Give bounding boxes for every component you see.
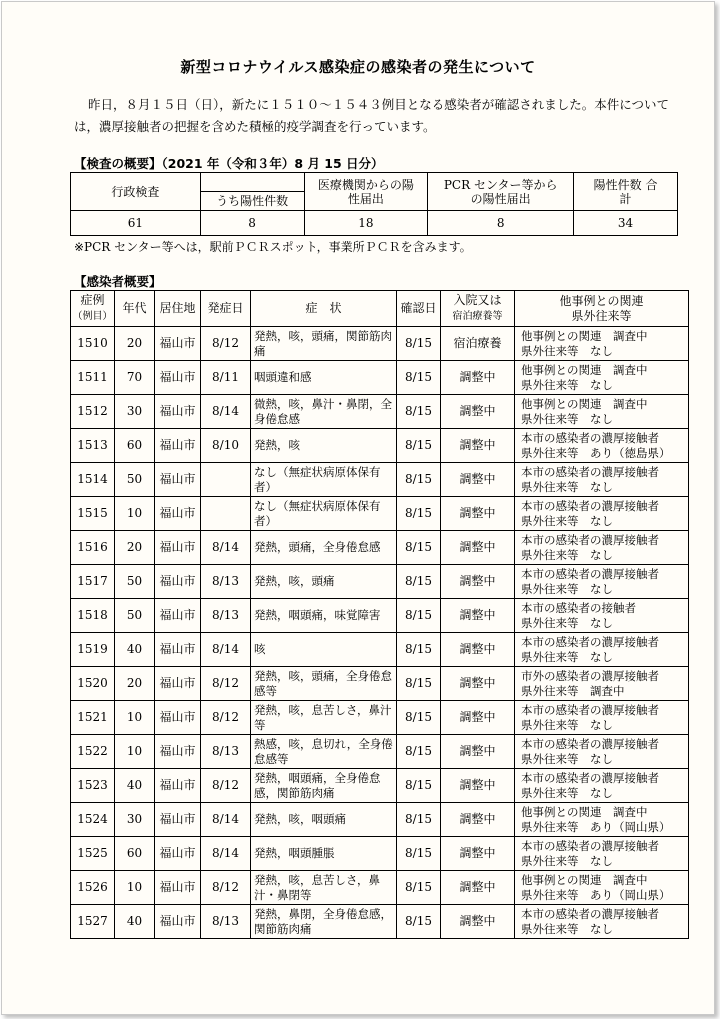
table-row bbox=[71, 429, 689, 463]
case-relation-link: 本市の感染者の濃厚接触者 bbox=[521, 532, 659, 547]
case-admission: 調整中 bbox=[441, 565, 515, 599]
case-relation-link: 本市の感染者の濃厚接触者 bbox=[521, 906, 659, 921]
case-confirmed: 8/15 bbox=[397, 429, 441, 463]
case-number: 1518 bbox=[71, 599, 115, 633]
case-symptoms: なし（無症状病原体保有者） bbox=[251, 497, 397, 531]
case-admission: 調整中 bbox=[441, 531, 515, 565]
case-residence: 福山市 bbox=[155, 463, 201, 497]
case-relation-travel: 県外往来等 なし bbox=[521, 343, 613, 358]
case-onset: 8/13 bbox=[201, 565, 251, 599]
case-symptoms: 咳 bbox=[251, 633, 397, 667]
case-relation bbox=[515, 837, 689, 871]
case-age: 10 bbox=[115, 497, 155, 531]
case-admission: 調整中 bbox=[441, 463, 515, 497]
table-row bbox=[71, 769, 689, 803]
case-age: 50 bbox=[115, 565, 155, 599]
summary-note: ※PCR センター等へは，駅前ＰＣＲスポット，事業所ＰＣＲを含みます。 bbox=[74, 240, 472, 254]
case-relation bbox=[515, 463, 689, 497]
case-number: 1511 bbox=[71, 361, 115, 395]
case-relation-link: 本市の感染者の接触者 bbox=[521, 600, 636, 615]
case-relation-link: 他事例との関連 調査中 bbox=[521, 872, 648, 887]
case-number: 1524 bbox=[71, 803, 115, 837]
case-number: 1512 bbox=[71, 395, 115, 429]
table-row bbox=[71, 565, 689, 599]
case-relation-link: 他事例との関連 調査中 bbox=[521, 804, 648, 819]
case-onset: 8/12 bbox=[201, 769, 251, 803]
case-onset bbox=[201, 463, 251, 497]
case-age: 20 bbox=[115, 531, 155, 565]
table-row bbox=[71, 667, 689, 701]
case-confirmed: 8/15 bbox=[397, 531, 441, 565]
case-residence: 福山市 bbox=[155, 497, 201, 531]
case-relation-link: 本市の感染者の濃厚接触者 bbox=[521, 736, 659, 751]
case-age: 70 bbox=[115, 361, 155, 395]
table-row bbox=[71, 599, 689, 633]
case-relation-travel: 県外往来等 なし bbox=[521, 615, 613, 630]
case-age: 40 bbox=[115, 905, 155, 939]
case-relation-travel: 県外往来等 なし bbox=[521, 513, 613, 528]
case-onset: 8/13 bbox=[201, 905, 251, 939]
case-residence: 福山市 bbox=[155, 429, 201, 463]
case-admission: 宿泊療養 bbox=[441, 327, 515, 361]
case-relation-travel: 県外往来等 なし bbox=[521, 853, 613, 868]
case-symptoms: 発熱，頭痛，全身倦怠感 bbox=[251, 531, 397, 565]
case-number: 1526 bbox=[71, 871, 115, 905]
case-onset: 8/13 bbox=[201, 735, 251, 769]
case-relation bbox=[515, 735, 689, 769]
case-residence: 福山市 bbox=[155, 837, 201, 871]
case-admission: 調整中 bbox=[441, 667, 515, 701]
case-number: 1514 bbox=[71, 463, 115, 497]
case-number: 1513 bbox=[71, 429, 115, 463]
col-age: 年代 bbox=[115, 291, 155, 327]
case-relation-travel: 県外往来等 なし bbox=[521, 921, 613, 936]
case-relation-travel: 県外往来等 なし bbox=[521, 411, 613, 426]
case-confirmed: 8/15 bbox=[397, 463, 441, 497]
case-confirmed: 8/15 bbox=[397, 871, 441, 905]
case-relation-travel: 県外往来等 なし bbox=[521, 547, 613, 562]
case-admission: 調整中 bbox=[441, 361, 515, 395]
case-relation-travel: 県外往来等 なし bbox=[521, 751, 613, 766]
table-row bbox=[71, 735, 689, 769]
case-relation bbox=[515, 599, 689, 633]
case-age: 10 bbox=[115, 701, 155, 735]
header-pcr-center: PCR センター等からの陽性届出 bbox=[428, 173, 574, 211]
case-onset: 8/14 bbox=[201, 837, 251, 871]
col-onset: 発症日 bbox=[201, 291, 251, 327]
value-admin-tests: 61 bbox=[71, 211, 201, 236]
col-relation-sub: 県外往来等 bbox=[571, 308, 632, 323]
case-admission: 調整中 bbox=[441, 905, 515, 939]
case-residence: 福山市 bbox=[155, 395, 201, 429]
case-relation-travel: 県外往来等 なし bbox=[521, 649, 613, 664]
case-symptoms: 発熱，鼻閉，全身倦怠感，関節筋肉痛 bbox=[251, 905, 397, 939]
case-admission: 調整中 bbox=[441, 497, 515, 531]
case-admission: 調整中 bbox=[441, 803, 515, 837]
col-residence: 居住地 bbox=[155, 291, 201, 327]
case-symptoms: 発熱，咽頭痛，味覚障害 bbox=[251, 599, 397, 633]
case-confirmed: 8/15 bbox=[397, 565, 441, 599]
case-relation bbox=[515, 803, 689, 837]
value-total: 34 bbox=[574, 211, 678, 236]
case-relation-travel: 県外往来等 あり（徳島県） bbox=[521, 445, 671, 460]
table-row bbox=[71, 531, 689, 565]
table-row bbox=[71, 803, 689, 837]
case-onset bbox=[201, 497, 251, 531]
case-confirmed: 8/15 bbox=[397, 497, 441, 531]
table-row bbox=[71, 871, 689, 905]
case-confirmed: 8/15 bbox=[397, 837, 441, 871]
case-symptoms: 発熱，咳 bbox=[251, 429, 397, 463]
case-relation bbox=[515, 769, 689, 803]
case-onset: 8/14 bbox=[201, 633, 251, 667]
case-onset: 8/12 bbox=[201, 871, 251, 905]
case-number: 1522 bbox=[71, 735, 115, 769]
case-age: 40 bbox=[115, 633, 155, 667]
col-symptoms: 症 状 bbox=[251, 291, 397, 327]
case-number: 1527 bbox=[71, 905, 115, 939]
case-relation bbox=[515, 871, 689, 905]
case-number: 1525 bbox=[71, 837, 115, 871]
case-relation-travel: 県外往来等 なし bbox=[521, 717, 613, 732]
case-relation bbox=[515, 701, 689, 735]
case-relation-travel: 県外往来等 調査中 bbox=[521, 683, 625, 698]
summary-table bbox=[70, 172, 678, 236]
header-total: 陽性件数 合 計 bbox=[574, 173, 678, 211]
case-number: 1516 bbox=[71, 531, 115, 565]
col-relation bbox=[515, 291, 689, 327]
case-symptoms: 咽頭違和感 bbox=[251, 361, 397, 395]
case-residence: 福山市 bbox=[155, 701, 201, 735]
case-onset: 8/14 bbox=[201, 531, 251, 565]
case-confirmed: 8/15 bbox=[397, 905, 441, 939]
case-residence: 福山市 bbox=[155, 565, 201, 599]
case-residence: 福山市 bbox=[155, 735, 201, 769]
case-relation-link: 本市の感染者の濃厚接触者 bbox=[521, 430, 659, 445]
case-symptoms: 熱感，咳，息切れ，全身倦怠感等 bbox=[251, 735, 397, 769]
case-admission: 調整中 bbox=[441, 701, 515, 735]
cases-label: 【感染者概要】 bbox=[74, 274, 162, 289]
case-confirmed: 8/15 bbox=[397, 769, 441, 803]
page-title: 新型コロナウイルス感染症の感染者の発生について bbox=[180, 58, 536, 76]
case-onset: 8/11 bbox=[201, 361, 251, 395]
case-relation bbox=[515, 395, 689, 429]
case-relation-travel: 県外往来等 なし bbox=[521, 785, 613, 800]
document-page bbox=[1, 1, 715, 1015]
case-admission: 調整中 bbox=[441, 599, 515, 633]
case-symptoms: 微熱，咳，鼻汁・鼻閉，全身倦怠感 bbox=[251, 395, 397, 429]
table-row bbox=[71, 361, 689, 395]
case-relation bbox=[515, 361, 689, 395]
case-confirmed: 8/15 bbox=[397, 327, 441, 361]
col-case bbox=[71, 291, 115, 327]
case-confirmed: 8/15 bbox=[397, 633, 441, 667]
case-admission: 調整中 bbox=[441, 633, 515, 667]
header-positives-of: うち陽性件数 bbox=[200, 192, 304, 211]
cases-table bbox=[70, 290, 689, 939]
case-symptoms: 発熱，咽頭腫脹 bbox=[251, 837, 397, 871]
case-residence: 福山市 bbox=[155, 361, 201, 395]
case-age: 50 bbox=[115, 463, 155, 497]
table-row bbox=[71, 837, 689, 871]
case-relation bbox=[515, 633, 689, 667]
case-relation-link: 他事例との関連 調査中 bbox=[521, 396, 648, 411]
case-confirmed: 8/15 bbox=[397, 667, 441, 701]
table-row bbox=[71, 497, 689, 531]
case-age: 30 bbox=[115, 395, 155, 429]
case-admission: 調整中 bbox=[441, 871, 515, 905]
case-onset: 8/13 bbox=[201, 599, 251, 633]
case-symptoms: 発熱，咳，頭痛，全身倦怠感等 bbox=[251, 667, 397, 701]
case-symptoms: 発熱，咽頭痛，全身倦怠感，関節筋肉痛 bbox=[251, 769, 397, 803]
case-relation bbox=[515, 905, 689, 939]
case-relation-link: 本市の感染者の濃厚接触者 bbox=[521, 634, 659, 649]
case-age: 60 bbox=[115, 429, 155, 463]
col-admission bbox=[441, 291, 515, 327]
case-relation bbox=[515, 531, 689, 565]
case-number: 1519 bbox=[71, 633, 115, 667]
case-residence: 福山市 bbox=[155, 803, 201, 837]
case-confirmed: 8/15 bbox=[397, 599, 441, 633]
table-row bbox=[71, 463, 689, 497]
case-number: 1517 bbox=[71, 565, 115, 599]
col-admission-label: 入院又は bbox=[453, 293, 502, 307]
case-residence: 福山市 bbox=[155, 531, 201, 565]
case-number: 1521 bbox=[71, 701, 115, 735]
table-row bbox=[71, 395, 689, 429]
case-residence: 福山市 bbox=[155, 633, 201, 667]
case-relation-link: 本市の感染者の濃厚接触者 bbox=[521, 464, 659, 479]
table-row bbox=[71, 701, 689, 735]
case-age: 10 bbox=[115, 871, 155, 905]
value-medical: 18 bbox=[304, 211, 428, 236]
case-age: 40 bbox=[115, 769, 155, 803]
case-age: 20 bbox=[115, 327, 155, 361]
case-residence: 福山市 bbox=[155, 327, 201, 361]
case-admission: 調整中 bbox=[441, 429, 515, 463]
case-admission: 調整中 bbox=[441, 837, 515, 871]
header-medical: 医療機関からの陽性届出 bbox=[304, 173, 428, 211]
case-confirmed: 8/15 bbox=[397, 701, 441, 735]
case-confirmed: 8/15 bbox=[397, 735, 441, 769]
case-number: 1515 bbox=[71, 497, 115, 531]
case-confirmed: 8/15 bbox=[397, 361, 441, 395]
case-relation bbox=[515, 327, 689, 361]
case-residence: 福山市 bbox=[155, 871, 201, 905]
case-onset: 8/10 bbox=[201, 429, 251, 463]
case-confirmed: 8/15 bbox=[397, 395, 441, 429]
case-residence: 福山市 bbox=[155, 599, 201, 633]
case-onset: 8/12 bbox=[201, 667, 251, 701]
table-row bbox=[71, 327, 689, 361]
col-relation-label: 他事例との関連 bbox=[559, 293, 644, 308]
case-relation bbox=[515, 497, 689, 531]
case-symptoms: 発熱，咳，咽頭痛 bbox=[251, 803, 397, 837]
case-onset: 8/12 bbox=[201, 701, 251, 735]
summary-label: 【検査の概要】（2021 年（令和３年）8 月 15 日分） bbox=[74, 156, 384, 171]
col-admission-sub: 宿泊療養等 bbox=[452, 311, 503, 322]
case-onset: 8/14 bbox=[201, 803, 251, 837]
header-admin-tests: 行政検査 bbox=[71, 173, 201, 211]
case-age: 50 bbox=[115, 599, 155, 633]
case-relation-link: 本市の感染者の濃厚接触者 bbox=[521, 838, 659, 853]
case-relation-travel: 県外往来等 あり（岡山県） bbox=[521, 819, 671, 834]
case-relation-travel: 県外往来等 あり（岡山県） bbox=[521, 887, 671, 902]
case-onset: 8/14 bbox=[201, 395, 251, 429]
case-relation-link: 他事例との関連 調査中 bbox=[521, 362, 648, 377]
table-row bbox=[71, 905, 689, 939]
case-relation-link: 本市の感染者の濃厚接触者 bbox=[521, 702, 659, 717]
case-symptoms: なし（無症状病原体保有者） bbox=[251, 463, 397, 497]
value-pcr-center: 8 bbox=[428, 211, 574, 236]
case-residence: 福山市 bbox=[155, 769, 201, 803]
col-case-label: 症例 bbox=[80, 293, 105, 307]
case-relation-link: 本市の感染者の濃厚接触者 bbox=[521, 566, 659, 581]
case-relation-travel: 県外往来等 なし bbox=[521, 581, 613, 596]
case-relation-link: 市外の感染者の濃厚接触者 bbox=[521, 668, 659, 683]
case-relation-link: 他事例との関連 調査中 bbox=[521, 328, 648, 343]
case-age: 30 bbox=[115, 803, 155, 837]
intro-paragraph: 昨日，８月１５日（日），新たに１５１０～１５４３例目となる感染者が確認されました。本件については，濃厚接触者の把握を含めた積極的疫学調査を行っています。 bbox=[74, 97, 670, 134]
case-admission: 調整中 bbox=[441, 735, 515, 769]
case-relation bbox=[515, 667, 689, 701]
case-relation-travel: 県外往来等 なし bbox=[521, 479, 613, 494]
case-confirmed: 8/15 bbox=[397, 803, 441, 837]
col-confirmed: 確認日 bbox=[397, 291, 441, 327]
case-onset: 8/12 bbox=[201, 327, 251, 361]
col-case-sub: （例目） bbox=[72, 311, 113, 322]
case-admission: 調整中 bbox=[441, 769, 515, 803]
case-relation bbox=[515, 565, 689, 599]
table-row bbox=[71, 633, 689, 667]
case-relation-link: 本市の感染者の濃厚接触者 bbox=[521, 498, 659, 513]
case-symptoms: 発熱，咳，息苦しさ，鼻汁等 bbox=[251, 701, 397, 735]
case-symptoms: 発熱，咳，息苦しさ，鼻汁・鼻閉等 bbox=[251, 871, 397, 905]
case-symptoms: 発熱，咳，頭痛，関節筋肉痛 bbox=[251, 327, 397, 361]
case-symptoms: 発熱，咳，頭痛 bbox=[251, 565, 397, 599]
case-relation-travel: 県外往来等 なし bbox=[521, 377, 613, 392]
value-positives-of: 8 bbox=[200, 211, 304, 236]
case-number: 1520 bbox=[71, 667, 115, 701]
case-residence: 福山市 bbox=[155, 667, 201, 701]
case-number: 1523 bbox=[71, 769, 115, 803]
case-age: 60 bbox=[115, 837, 155, 871]
case-relation-link: 本市の感染者の濃厚接触者 bbox=[521, 770, 659, 785]
case-age: 20 bbox=[115, 667, 155, 701]
case-residence: 福山市 bbox=[155, 905, 201, 939]
case-admission: 調整中 bbox=[441, 395, 515, 429]
case-number: 1510 bbox=[71, 327, 115, 361]
case-age: 10 bbox=[115, 735, 155, 769]
case-relation bbox=[515, 429, 689, 463]
